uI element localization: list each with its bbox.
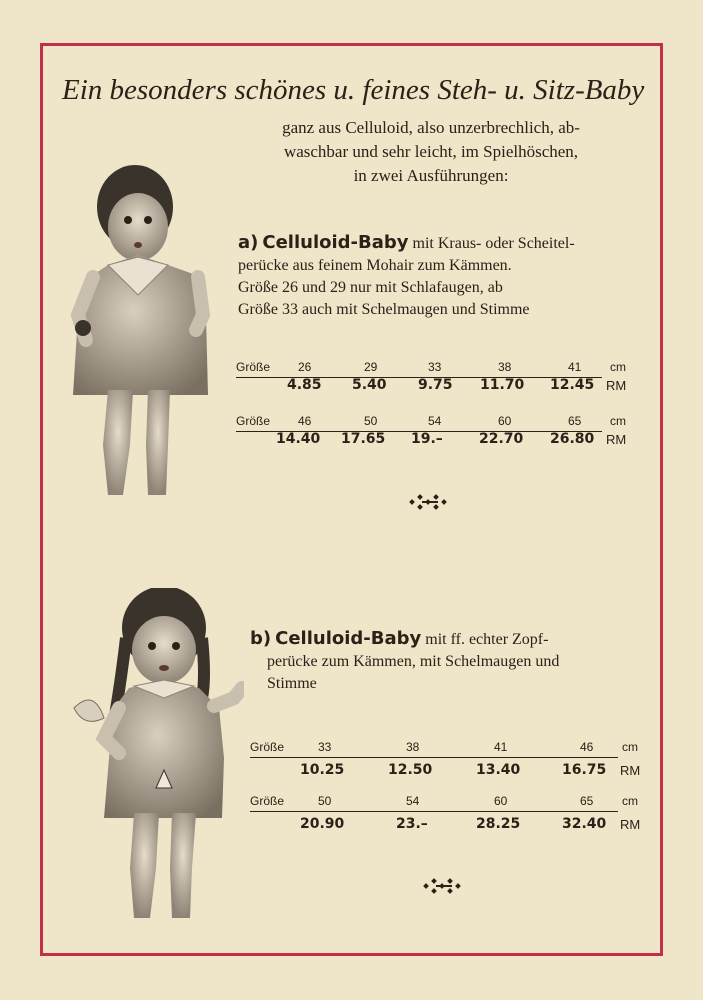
size-value: 50 [364,414,378,428]
variant-b-line-1: mit ff. echter Zopf- [421,631,549,648]
intro-line-3: in zwei Ausführungen: [353,166,509,185]
price-value: 11.70 [480,377,525,393]
currency-label: RM [606,432,627,447]
size-label: Größe [236,360,271,374]
size-value: 33 [428,360,442,374]
price-value: 12.45 [550,377,595,393]
size-label: Größe [236,414,271,428]
size-value: 46 [298,414,312,428]
price-value: 32.40 [562,816,607,832]
ornament-divider [422,876,466,896]
size-unit: cm [622,794,638,808]
ornament-divider [408,492,452,512]
price-value: 12.50 [388,762,433,778]
variant-a-line-2: perücke aus feinem Mohair zum Kämmen. [238,257,512,274]
variant-a-line-4: Größe 33 auch mit Schelmaugen und Stimme [238,301,530,318]
size-value: 50 [318,794,332,808]
currency-label: RM [620,817,641,832]
size-value: 60 [498,414,512,428]
doll-a-illustration [68,165,228,510]
price-value: 23.– [396,816,428,832]
size-value: 41 [568,360,582,374]
intro-line-2: waschbar und sehr leicht, im Spielhöschen, [283,142,579,161]
price-value: 16.75 [562,762,607,778]
price-value: 13.40 [476,762,521,778]
currency-label: RM [606,378,627,393]
page-title: Ein besonders schönes u. feines Steh- u. Sitz-Baby [62,74,645,106]
variant-a-description [238,232,626,321]
price-value: 19.– [411,431,443,447]
size-value: 54 [406,794,420,808]
price-value: 4.85 [287,377,322,393]
currency-label: RM [620,763,641,778]
size-unit: cm [610,360,626,374]
price-value: 14.40 [276,431,321,447]
intro-line-1: ganz aus Celluloid, also unzerbrechlich, ab- [282,118,580,137]
row-rule [250,811,618,812]
size-value: 65 [568,414,582,428]
variant-a-line-1: mit Kraus- oder Scheitel- [408,235,575,252]
size-value: 54 [428,414,442,428]
price-value: 22.70 [479,431,524,447]
size-value: 46 [580,740,594,754]
price-value: 5.40 [352,377,387,393]
intro-text [230,116,632,188]
size-label: Größe [250,794,285,808]
size-value: 38 [406,740,420,754]
size-value: 33 [318,740,332,754]
variant-b-line-3: Stimme [267,675,317,692]
price-value: 10.25 [300,762,345,778]
price-value: 9.75 [418,377,453,393]
variant-b-marker: b) [250,628,272,649]
doll-b-illustration [64,588,244,933]
variant-a-line-3: Größe 26 und 29 nur mit Schlafaugen, ab [238,279,503,296]
row-rule [250,757,618,758]
size-value: 38 [498,360,512,374]
variant-b-description [250,628,642,695]
price-value: 17.65 [341,431,386,447]
size-value: 29 [364,360,378,374]
variant-b-line-2: perücke zum Kämmen, mit Schelmaugen und [267,653,560,670]
price-value: 28.25 [476,816,521,832]
price-value: 26.80 [550,431,595,447]
size-unit: cm [622,740,638,754]
size-label: Größe [250,740,285,754]
price-value: 20.90 [300,816,345,832]
size-value: 65 [580,794,594,808]
size-unit: cm [610,414,626,428]
size-value: 41 [494,740,508,754]
size-value: 60 [494,794,508,808]
variant-a-name: Celluloid-Baby [262,232,409,253]
size-value: 26 [298,360,312,374]
variant-b-name: Celluloid-Baby [275,628,422,649]
variant-a-marker: a) [238,232,259,253]
